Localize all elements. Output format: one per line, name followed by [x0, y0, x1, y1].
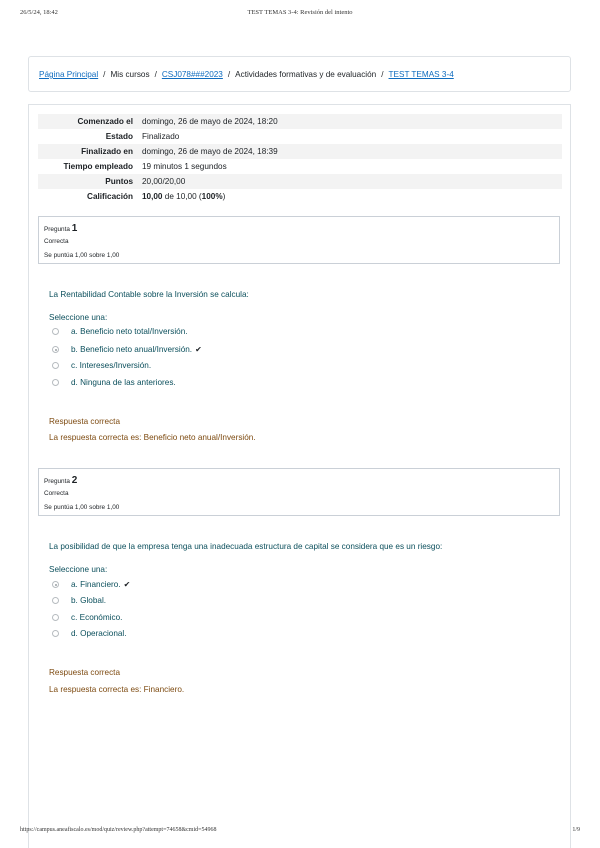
grade-end: ): [222, 192, 226, 201]
question-info-box: [38, 468, 560, 516]
radio-button[interactable]: [52, 362, 59, 369]
answer-option-label: b. Global.: [71, 596, 107, 605]
breadcrumb-separator: /: [103, 70, 106, 79]
print-url: https://campus.aneafiscalo.es/mod/quiz/review.php?attempt=74658&cmid=54968: [20, 827, 217, 833]
feedback-title: Respuesta correcta: [49, 668, 120, 677]
print-header: [20, 9, 580, 21]
summary-row: [38, 189, 562, 204]
feedback-title: Respuesta correcta: [49, 417, 120, 426]
grade-percent: 100%: [201, 192, 223, 201]
summary-row: [38, 144, 562, 159]
question-number: [44, 223, 77, 234]
answer-option-label: d. Ninguna de las anteriores.: [71, 378, 176, 387]
radio-button[interactable]: [52, 630, 59, 637]
question-state: Correcta: [44, 490, 69, 497]
breadcrumb-separator: /: [381, 70, 384, 79]
summary-value: domingo, 26 de mayo de 2024, 18:39: [142, 147, 278, 156]
breadcrumb-home-link[interactable]: Página Principal: [39, 70, 99, 79]
question-number-value: 1: [71, 223, 78, 234]
question-text: La Rentabilidad Contable sobre la Inversión se calcula:: [49, 290, 249, 299]
breadcrumb-separator: /: [154, 70, 157, 79]
print-footer: [20, 827, 580, 839]
print-page-number: 1/9: [572, 827, 580, 833]
feedback-correct-answer: La respuesta correcta es: Financiero.: [49, 685, 185, 694]
answer-option-label: c. Económico.: [71, 613, 123, 622]
question-text: La posibilidad de que la empresa tenga una inadecuada estructura de capital se considera que es un riesgo:: [49, 542, 443, 551]
answer-option-label: d. Operacional.: [71, 629, 127, 638]
answer-option-label: c. Intereses/Inversión.: [71, 361, 152, 370]
answer-option-label: a. Financiero.: [71, 580, 121, 589]
radio-button[interactable]: [52, 379, 59, 386]
answer-prompt: Seleccione una:: [49, 313, 108, 322]
question-info-box: [38, 216, 560, 264]
summary-value: 20,00/20,00: [142, 177, 186, 186]
summary-row: [38, 114, 562, 129]
question-grade: Se puntúa 1,00 sobre 1,00: [44, 252, 120, 259]
radio-button[interactable]: [52, 328, 59, 335]
summary-label: Calificación: [87, 192, 133, 201]
answer-option-label: a. Beneficio neto total/Inversión.: [71, 327, 188, 336]
breadcrumb-quiz-link[interactable]: TEST TEMAS 3-4: [388, 70, 454, 79]
summary-value: 19 minutos 1 segundos: [142, 162, 227, 171]
attempt-summary-table: [38, 114, 562, 204]
summary-label: Comenzado el: [77, 117, 133, 126]
question-number: [44, 475, 77, 486]
answer-option-label: b. Beneficio neto anual/Inversión.: [71, 345, 193, 354]
breadcrumb-section: Actividades formativas y de evaluación: [235, 70, 377, 79]
summary-value: Finalizado: [142, 132, 180, 141]
question-state: Correcta: [44, 238, 69, 245]
breadcrumb-course-link[interactable]: CSJ078###2023: [161, 70, 223, 79]
question-label: Pregunta: [44, 478, 70, 485]
breadcrumb-separator: /: [227, 70, 231, 79]
summary-row: [38, 174, 562, 189]
radio-button[interactable]: [52, 614, 59, 621]
radio-button-selected[interactable]: [52, 581, 59, 588]
summary-value: domingo, 26 de mayo de 2024, 18:20: [142, 117, 278, 126]
answer-prompt: Seleccione una:: [49, 565, 108, 574]
radio-button[interactable]: [52, 597, 59, 604]
grade-mid: de 10,00 (: [162, 192, 202, 201]
correct-check-icon: ✔: [195, 345, 202, 354]
answer-option-label-wrap: [71, 345, 202, 354]
summary-row: [38, 129, 562, 144]
question-grade: Se puntúa 1,00 sobre 1,00: [44, 504, 120, 511]
question-number-value: 2: [71, 475, 78, 486]
summary-label: Puntos: [105, 177, 133, 186]
grade-score: 10,00: [142, 192, 163, 201]
question-label: Pregunta: [44, 226, 70, 233]
breadcrumb-container: [28, 56, 571, 92]
summary-row: [38, 159, 562, 174]
breadcrumb: [39, 70, 454, 79]
summary-label: Tiempo empleado: [63, 162, 133, 171]
feedback-correct-answer: La respuesta correcta es: Beneficio neto anual/Inversión.: [49, 433, 256, 442]
radio-button-selected[interactable]: [52, 346, 59, 353]
answer-option-label-wrap: [71, 580, 130, 589]
breadcrumb-my-courses: Mis cursos: [110, 70, 150, 79]
print-title: TEST TEMAS 3-4: Revisión del intento: [247, 9, 353, 16]
summary-grade-value: [139, 189, 562, 204]
correct-check-icon: ✔: [123, 580, 131, 589]
print-date: 26/5/24, 18:42: [20, 9, 58, 16]
summary-label: Finalizado en: [81, 147, 133, 156]
summary-label: Estado: [105, 132, 133, 141]
